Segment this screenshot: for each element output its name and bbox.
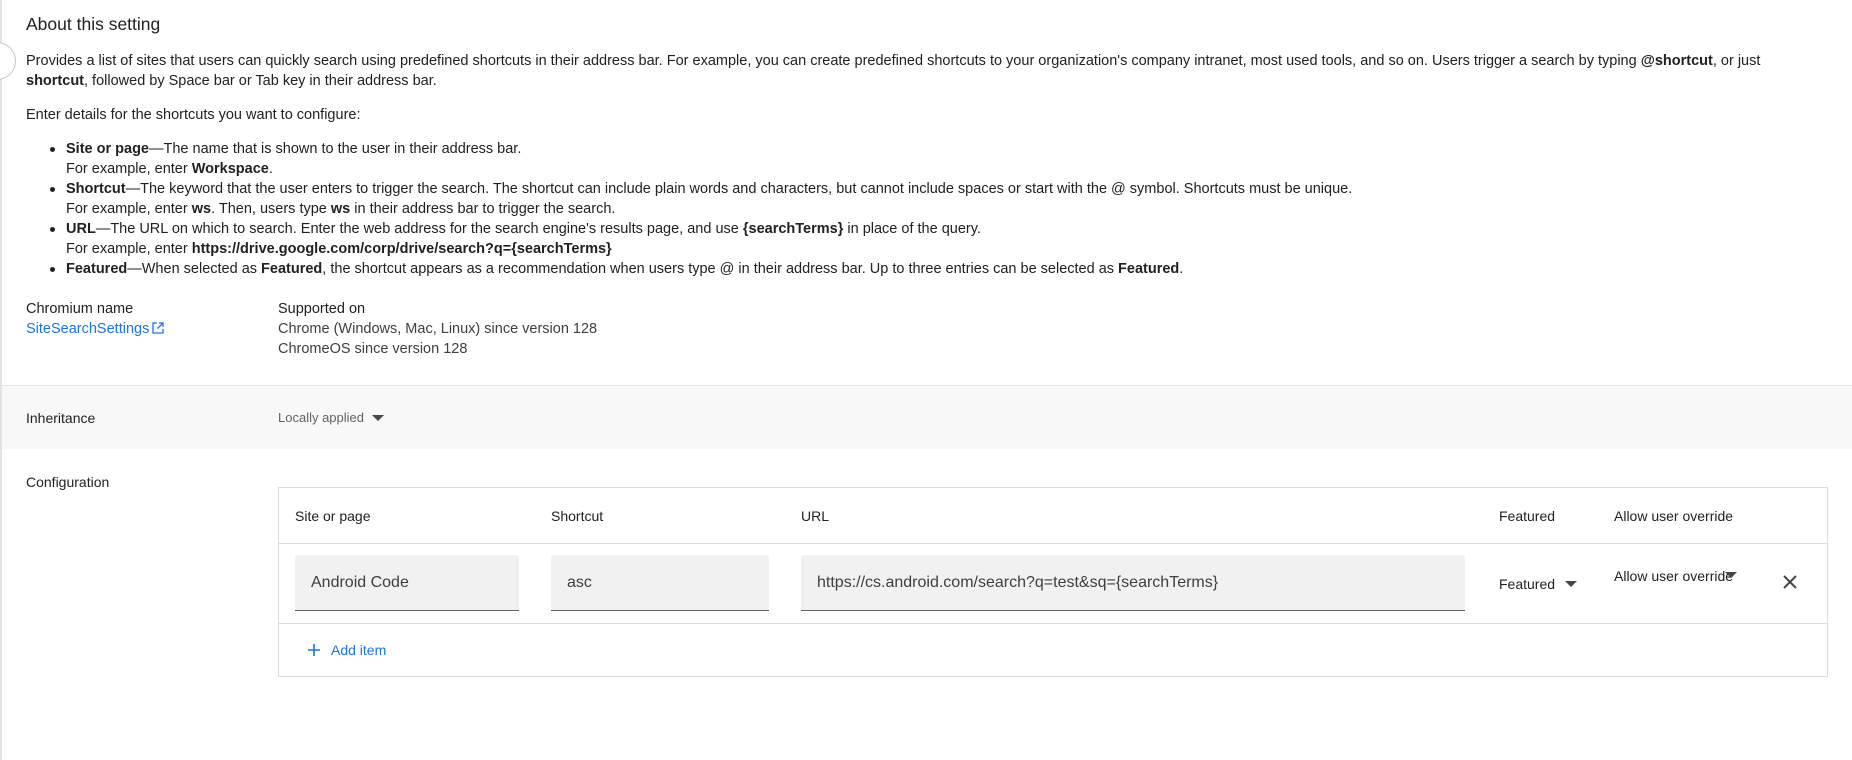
- url-field: [801, 555, 1465, 611]
- section-heading: About this setting: [26, 14, 161, 34]
- add-item-button[interactable]: Add item: [307, 642, 386, 658]
- policy-meta: [26, 299, 1826, 359]
- supported-on-label: Supported on: [278, 301, 366, 317]
- caret-down-icon[interactable]: [1725, 572, 1737, 578]
- featured-select[interactable]: Featured: [1499, 576, 1577, 592]
- header-url: URL: [801, 508, 830, 524]
- header-featured: Featured: [1499, 508, 1556, 524]
- side-handle[interactable]: [0, 42, 16, 80]
- url-input[interactable]: [801, 555, 1465, 610]
- shortcut-input[interactable]: [551, 555, 769, 610]
- inheritance-select[interactable]: Locally applied: [278, 410, 384, 425]
- setting-description: Provides a list of sites that users can quickly search using predefined shortcuts in their address bar. For example, you can create predefined shortcuts to your organization's company intranet, most used tools, and so on. Users trigger a search by typing @shortcut, or just shortcut, followed by Space bar or Tab key in their address bar.: [26, 53, 1761, 89]
- external-link-icon: [152, 322, 164, 334]
- override-select[interactable]: Allow user override: [1614, 568, 1734, 584]
- table-header: [279, 488, 1827, 544]
- header-override: Allow user override: [1614, 508, 1734, 524]
- shortcut-field: [551, 555, 769, 611]
- list-item: URL—The URL on which to search. Enter the web address for the search engine's results page, and use {searchTerms} in place of the query. For example, enter https://drive.google.com/corp/drive/search?q={searchTerms}: [66, 219, 1826, 259]
- list-item: Featured—When selected as Featured, the shortcut appears as a recommendation when users type @ in their address bar. Up to three entries can be selected as Featured.: [66, 259, 1826, 279]
- chromium-name-label: Chromium name: [26, 301, 134, 317]
- inheritance-row: [2, 385, 1852, 449]
- list-item: Shortcut—The keyword that the user enters to trigger the search. The shortcut can include plain words and characters, but cannot include spaces or start with the @ symbol. Shortcuts must be unique. For example, enter ws. Then, users type ws in their address bar to trigger the search.: [66, 179, 1826, 219]
- intro-text: Enter details for the shortcuts you want to configure:: [26, 107, 361, 123]
- caret-down-icon: [372, 415, 384, 421]
- about-section: [26, 14, 1826, 387]
- inheritance-label: Inheritance: [26, 410, 96, 426]
- list-item: Site or page—The name that is shown to the user in their address bar. For example, enter Workspace.: [66, 139, 1826, 179]
- plus-icon: [307, 643, 321, 657]
- field-list: [26, 139, 1826, 279]
- table-row: [279, 544, 1827, 624]
- configuration-label: Configuration: [26, 474, 110, 490]
- close-icon[interactable]: [1782, 574, 1798, 590]
- header-shortcut: Shortcut: [551, 508, 604, 524]
- caret-down-icon: [1565, 581, 1577, 587]
- site-input[interactable]: [295, 555, 519, 610]
- supported-platform: Chrome (Windows, Mac, Linux) since version 128: [278, 321, 598, 337]
- chromium-name-link[interactable]: SiteSearchSettings: [26, 321, 164, 337]
- shortcuts-table: [278, 487, 1828, 677]
- supported-platform: ChromeOS since version 128: [278, 341, 468, 357]
- site-field: [295, 555, 519, 611]
- left-border: [0, 0, 2, 760]
- header-site: Site or page: [295, 508, 371, 524]
